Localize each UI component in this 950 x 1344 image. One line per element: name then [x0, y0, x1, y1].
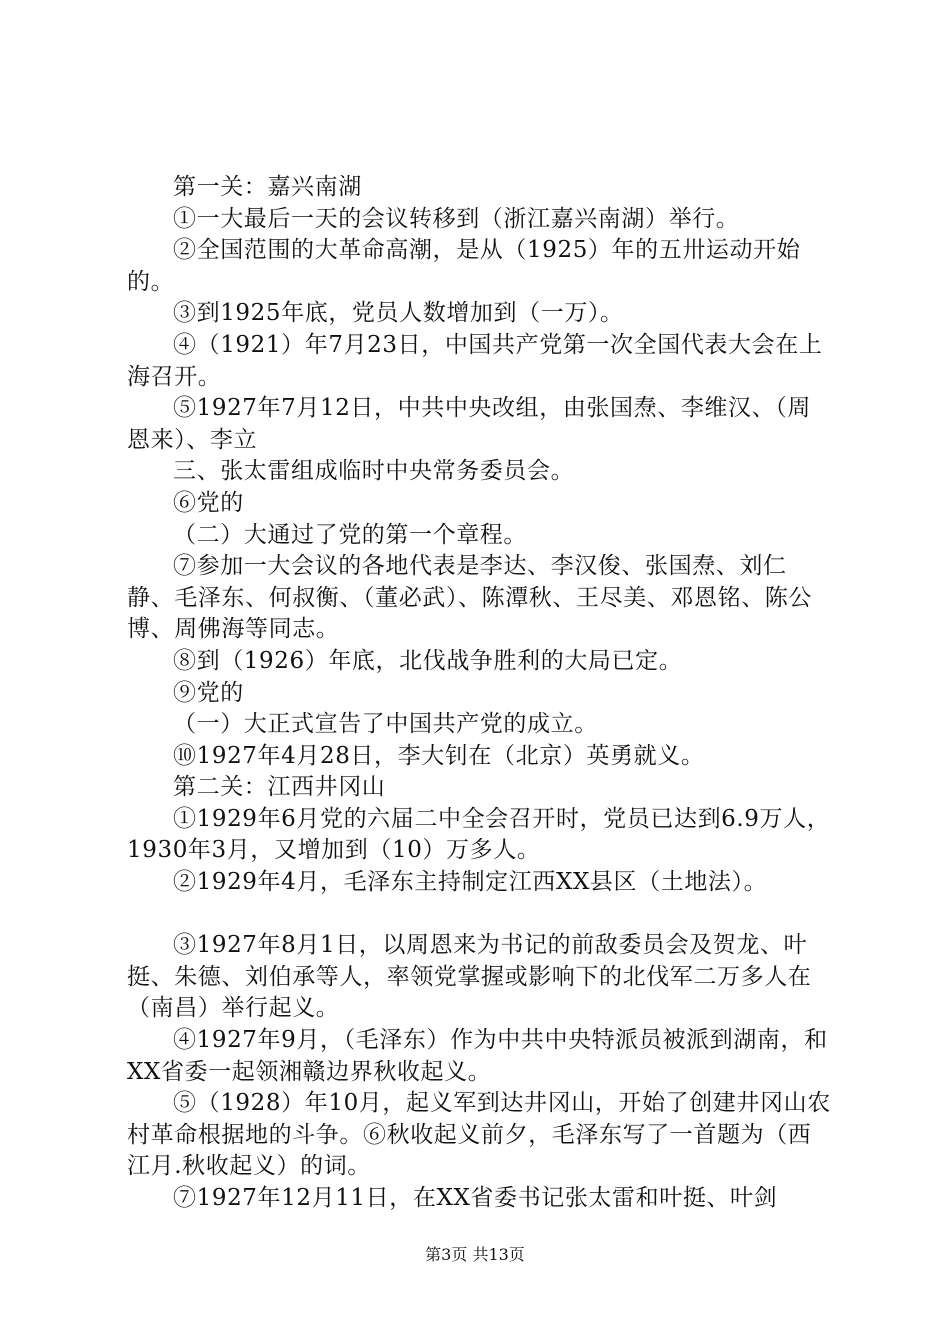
paragraph: （一）大正式宣告了中国共产党的成立。	[173, 711, 598, 738]
paragraph: （二）大通过了党的第一个章程。	[173, 521, 527, 548]
paragraph: ③到1925年底，党员人数增加到（一万）。	[173, 300, 624, 327]
paragraph: ②全国范围的大革命高潮，是从（1925）年的五卅运动开始的。	[127, 237, 801, 295]
heading-section-2: 第二关：江西井冈山	[173, 774, 386, 801]
page-number-label: 第3页 共13页	[425, 1245, 525, 1264]
paragraph: ⑨党的	[173, 679, 244, 706]
heading-section-1: 第一关：嘉兴南湖	[173, 174, 362, 200]
paragraph: ⑤（1928）年10月，起义军到达井冈山，开始了创建井冈山农村革命根据地的斗争。⑥秋收起义前夕，毛泽东写了一首题为（西江月.秋收起义）的词。	[127, 1090, 831, 1180]
paragraph: 三、张太雷组成临时中央常务委员会。	[173, 458, 575, 485]
blank-line	[127, 899, 833, 931]
paragraph: ④1927年9月，（毛泽东）作为中共中央特派员被派到湖南，和XX省委一起领湘赣边界秋收起义。	[127, 1027, 828, 1085]
page-footer	[0, 1242, 950, 1265]
paragraph: ⑩1927年4月28日，李大钊在（北京）英勇就义。	[173, 742, 705, 769]
paragraph: ①一大最后一天的会议转移到（浙江嘉兴南湖）举行。	[173, 205, 740, 232]
paragraph: ②1929年4月，毛泽东主持制定江西XX县区（土地法）。	[173, 869, 768, 896]
paragraph: ③1927年8月1日，以周恩来为书记的前敌委员会及贺龙、叶挺、朱德、刘伯承等人，率领党掌握或影响下的北伐军二万多人在（南昌）举行起义。	[127, 932, 812, 1022]
paragraph: ①1929年6月党的六届二中全会召开时，党员已达到6.9万人，1930年3月，又增加到（10）万多人。	[127, 805, 831, 864]
paragraph: ④（1921）年7月23日，中国共产党第一次全国代表大会在上海召开。	[127, 331, 823, 390]
paragraph: ⑧到（1926）年底，北伐战争胜利的大局已定。	[173, 647, 683, 674]
document-body	[127, 172, 833, 1215]
paragraph: ⑦参加一大会议的各地代表是李达、李汉俊、张国焘、刘仁静、毛泽东、何叔衡、（董必武）、陈潭秋、王尽美、邓恩铭、陈公博、周佛海等同志。	[127, 553, 812, 643]
paragraph: ⑦1927年12月11日，在XX省委书记张太雷和叶挺、叶剑	[173, 1185, 778, 1211]
paragraph: ⑤1927年7月12日，中共中央改组，由张国焘、李维汉、（周恩来）、李立	[127, 395, 811, 453]
paragraph: ⑥党的	[173, 489, 244, 516]
